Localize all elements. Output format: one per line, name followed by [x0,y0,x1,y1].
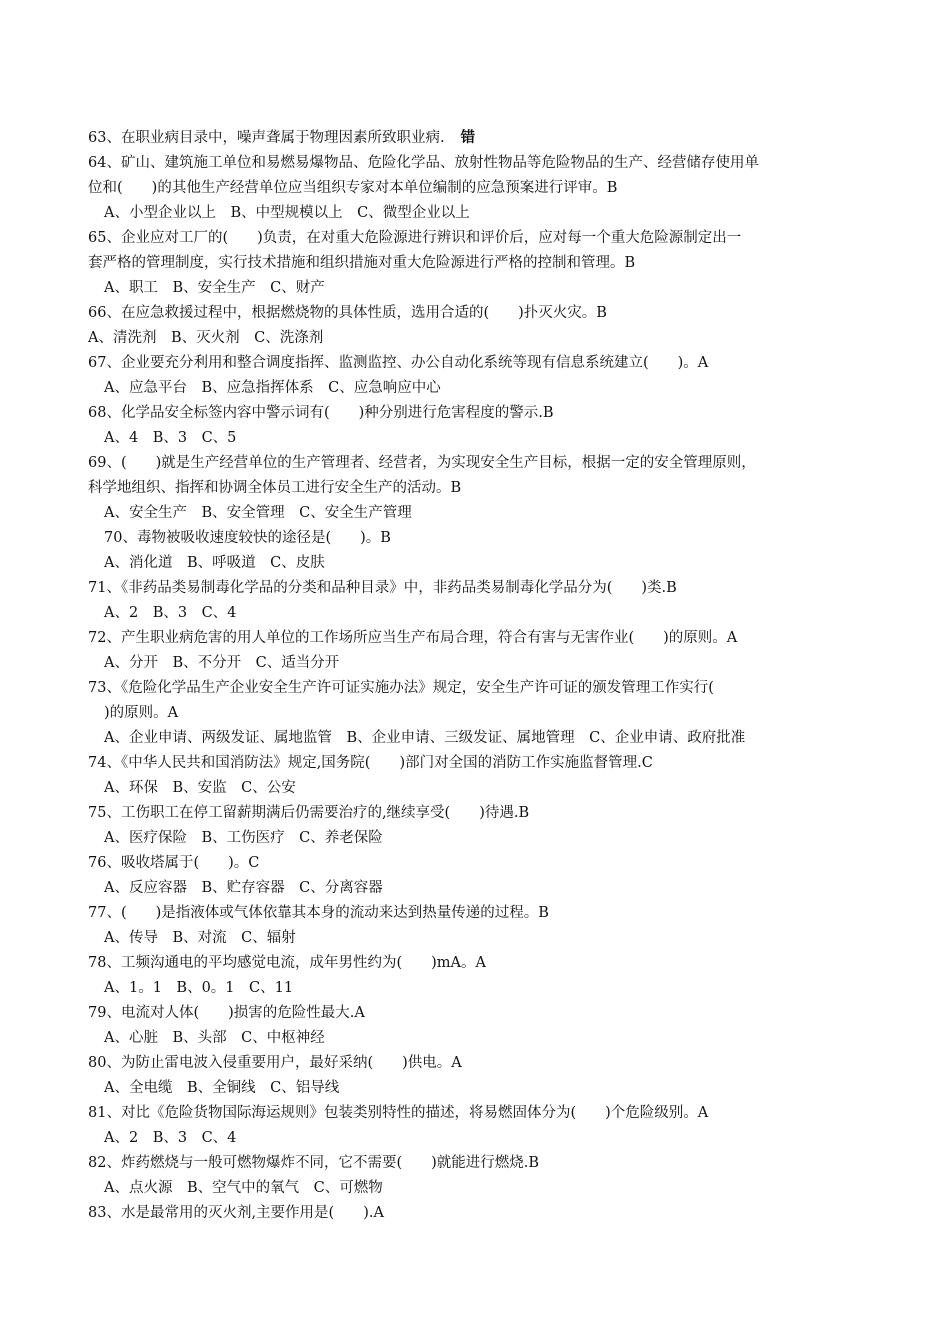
line-text: A、4 B、3 C、5 [104,430,237,446]
question-line [88,951,868,976]
line-text: 67、企业要充分利用和整合调度指挥、监测监控、办公自动化系统等现有信息系统建立( )。A [88,355,709,371]
line-text: )的原则。A [104,705,179,721]
line-text: A、分开 B、不分开 C、适当分开 [104,655,340,671]
question-line [88,1101,868,1126]
line-text: A、应急平台 B、应急指挥体系 C、应急响应中心 [104,380,441,396]
line-text: A、点火源 B、空气中的氧气 C、可燃物 [104,1180,383,1196]
line-text: 76、吸收塔属于( )。C [88,855,260,871]
option-line [88,376,868,401]
question-line [88,1151,868,1176]
question-line [88,751,868,776]
question-line [88,401,868,426]
option-line [88,651,868,676]
option-line [88,1176,868,1201]
option-line [88,876,868,901]
line-text: A、传导 B、对流 C、辐射 [104,930,296,946]
question-line [88,351,868,376]
line-text: A、反应容器 B、贮存容器 C、分离容器 [104,880,383,896]
line-text: 74、《中华人民共和国消防法》规定,国务院( )部门对全国的消防工作实施监督管理.C [88,755,653,771]
line-text: A、全电缆 B、全铜线 C、铝导线 [104,1080,340,1096]
option-line [88,776,868,801]
option-line [88,926,868,951]
question-line [88,626,868,651]
line-text: A、安全生产 B、安全管理 C、安全生产管理 [104,505,412,521]
option-line [88,426,868,451]
line-text: 科学地组织、指挥和协调全体员工进行安全生产的活动。B [88,480,462,496]
option-line [88,601,868,626]
question-line [88,576,868,601]
line-text: 套严格的管理制度，实行技术措施和组织措施对重大危险源进行严格的控制和管理。B [88,255,636,271]
line-text: A、2 B、3 C、4 [104,605,237,621]
line-text: A、清洗剂 B、灭火剂 C、洗涤剂 [88,330,324,346]
line-text: 72、产生职业病危害的用人单位的工作场所应当生产布局合理，符合有害与无害作业( )的原则。A [88,630,738,646]
line-text: 71、《非药品类易制毒化学品的分类和品种目录》中，非药品类易制毒化学品分为( )类.B [88,580,677,596]
option-line [88,1126,868,1151]
line-text: 73、《危险化学品生产企业安全生产许可证实施办法》规定，安全生产许可证的颁发管理工作实行( [88,680,714,696]
question-line [88,176,868,201]
line-text: A、医疗保险 B、工伤医疗 C、养老保险 [104,830,383,846]
option-line [88,726,868,751]
line-text: A、1。1 B、0。1 C、11 [104,980,294,996]
question-line [88,326,868,351]
line-text: 68、化学品安全标签内容中警示词有( )种分别进行危害程度的警示.B [88,405,554,421]
line-text: 70、毒物被吸收速度较快的途径是( )。B [104,530,391,546]
line-text: 69、( )就是生产经营单位的生产管理者、经营者，为实现安全生产目标，根据一定的安全管理原则， [88,455,756,471]
option-line [88,701,868,726]
option-line [88,826,868,851]
question-line [88,851,868,876]
line-text: 80、为防止雷电波入侵重要用户，最好采纳( )供电。A [88,1055,462,1071]
question-line [88,451,868,476]
line-text: A、企业申请、两级发证、属地监管 B、企业申请、三级发证、属地管理 C、企业申请、政府批准 [104,730,746,746]
option-line [88,526,868,551]
question-line [88,301,868,326]
question-line [88,901,868,926]
option-line [88,501,868,526]
option-line [88,976,868,1001]
line-text: 75、工伤职工在停工留薪期满后仍需要治疗的,继续享受( )待遇.B [88,805,530,821]
line-text: 64、矿山、建筑施工单位和易燃易爆物品、危险化学品、放射性物品等危险物品的生产、经营储存使用单 [88,155,759,171]
line-text: 82、炸药燃烧与一般可燃物爆炸不同，它不需要( )就能进行燃烧.B [88,1155,540,1171]
line-text: 83、水是最常用的灭火剂,主要作用是( ).A [88,1205,384,1221]
line-text: A、心脏 B、头部 C、中枢神经 [104,1030,325,1046]
line-text: A、小型企业以上 B、中型规模以上 C、微型企业以上 [104,205,470,221]
line-text: A、2 B、3 C、4 [104,1130,237,1146]
question-line [88,1201,868,1226]
line-text: A、消化道 B、呼吸道 C、皮肤 [104,555,325,571]
answer-mark: 错 [460,130,476,146]
option-line [88,276,868,301]
option-line [88,551,868,576]
question-line [88,151,868,176]
option-line [88,1026,868,1051]
line-text: A、职工 B、安全生产 C、财产 [104,280,325,296]
line-text: 78、工频沟通电的平均感觉电流，成年男性约为( )mA。A [88,955,486,971]
question-line [88,251,868,276]
line-text: 63、在职业病目录中，噪声聋属于物理因素所致职业病. [88,130,445,146]
question-line [88,801,868,826]
question-line [88,476,868,501]
line-text: 65、企业应对工厂的( )负责，在对重大危险源进行辨识和评价后，应对每一个重大危险源制定出一 [88,230,742,246]
line-text: A、环保 B、安监 C、公安 [104,780,296,796]
line-text: 66、在应急救援过程中，根据燃烧物的具体性质，选用合适的( )扑灭火灾。B [88,305,607,321]
line-text: 位和( )的其他生产经营单位应当组织专家对本单位编制的应急预案进行评审。B [88,180,618,196]
question-line [88,1001,868,1026]
question-line [88,226,868,251]
question-line [88,676,868,701]
option-line [88,201,868,226]
line-text: 77、( )是指液体或气体依靠其本身的流动来达到热量传递的过程。B [88,905,549,921]
question-line [88,126,868,151]
option-line [88,1076,868,1101]
question-list [88,126,868,1226]
line-text: 81、对比《危险货物国际海运规则》包装类别特性的描述，将易燃固体分为( )个危险级别。A [88,1105,709,1121]
question-line [88,1051,868,1076]
line-text: 79、电流对人体( )损害的危险性最大.A [88,1005,365,1021]
